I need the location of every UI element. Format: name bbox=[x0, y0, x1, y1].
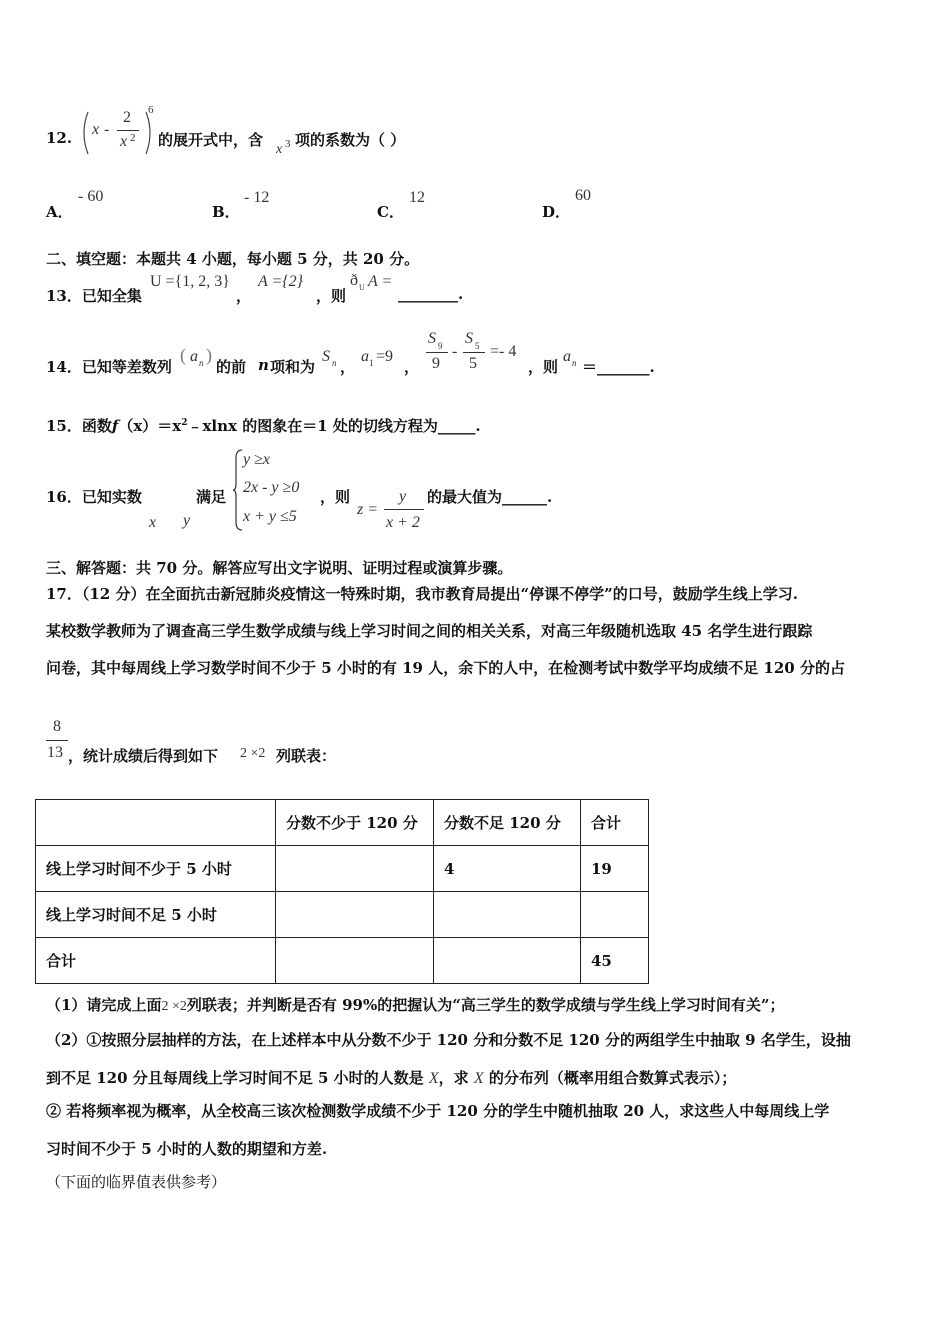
q14-seq: a bbox=[190, 348, 198, 365]
q16-then: ，则 bbox=[320, 488, 351, 506]
table-row bbox=[36, 846, 649, 892]
q15-text: 15．函数$f(x)=x^2﹣xlnx$ 的图象在＝1 处的切线方程为_____. bbox=[46, 417, 481, 435]
q14-minus: - bbox=[452, 343, 458, 360]
q12-option-b-label: B． bbox=[212, 203, 240, 221]
q12-option-d-label: D． bbox=[542, 203, 571, 221]
q14-comma: ， bbox=[340, 358, 356, 376]
q16-satisfy: 满足 bbox=[196, 488, 227, 506]
q13-comma: ， bbox=[236, 287, 252, 305]
q14-f1-num-sub: 9 bbox=[438, 341, 443, 351]
table-cell bbox=[434, 938, 581, 984]
q14-f1-num: S bbox=[428, 330, 436, 347]
q14-comma2: ， bbox=[404, 358, 420, 376]
q14-brace-left: ( bbox=[180, 345, 186, 365]
q14-f1-den: 9 bbox=[432, 355, 440, 372]
q14-text: 14．已知等差数列 bbox=[46, 358, 172, 376]
q17-frac-den: 13 bbox=[47, 744, 63, 761]
q17-part3-line1: ② 若将频率视为概率，从全校高三该次检测数学成绩不少于 120 分的学生中随机抽取 20 人，求这些人中每周线上学 bbox=[46, 1102, 830, 1120]
table-cell bbox=[276, 938, 434, 984]
q12-x: x bbox=[92, 121, 100, 138]
table-header-cell: 分数不足 120 分 bbox=[434, 800, 581, 846]
table-cell bbox=[276, 846, 434, 892]
q14-then: ，则 bbox=[528, 358, 559, 376]
q12-text2: 项的系数为（ ） bbox=[295, 131, 406, 149]
table-cell: 线上学习时间不足 5 小时 bbox=[36, 892, 276, 938]
q13-universal-set: U ={1, 2, 3} bbox=[150, 273, 230, 290]
q13-text: 13．已知全集 bbox=[46, 287, 142, 305]
q13-blank: ________. bbox=[398, 285, 464, 303]
section-2-heading: 二、填空题：本题共 4 小题，每小题 5 分，共 20 分。 bbox=[46, 250, 420, 268]
q14-brace-right: ) bbox=[206, 345, 212, 365]
q17-part1: （1）请完成上面2 ×2列联表；并判断是否有 99%的把握认为“高三学生的数学成绩与学生线上学习时间有关”； bbox=[46, 996, 785, 1014]
table-header-cell bbox=[36, 800, 276, 846]
q12-number: 12. bbox=[46, 129, 73, 147]
q14-an-sub: n bbox=[572, 358, 577, 368]
contingency-table bbox=[35, 799, 649, 984]
q14-text2: 项和为 bbox=[270, 358, 316, 376]
table-cell: 19 bbox=[581, 846, 649, 892]
q17-line-1: 17．（12 分）在全面抗击新冠肺炎疫情这一特殊时期，我市教育局提出“停课不停学”的口号，鼓励学生线上学习. bbox=[46, 585, 798, 603]
q12-term-exp: 3 bbox=[285, 138, 291, 150]
q12-frac-den-exp: 2 bbox=[130, 132, 136, 144]
q14-eq: =- 4 bbox=[490, 343, 517, 360]
q14-f2-den: 5 bbox=[469, 355, 477, 372]
q12-option-a-value: - 60 bbox=[78, 188, 104, 205]
q14-s-sub: n bbox=[332, 358, 337, 368]
table-cell bbox=[276, 892, 434, 938]
q14-blank: ＝_______. bbox=[582, 358, 655, 376]
q17-part2-line1: （2）①按照分层抽样的方法，在上述样本中从分数不少于 120 分和分数不足 120 分的两组学生中抽取 9 名学生，设抽 bbox=[46, 1031, 851, 1049]
q17-part3-line2: 习时间不少于 5 小时的人数的期望和方差. bbox=[46, 1140, 328, 1158]
q17-frac-num: 8 bbox=[53, 718, 61, 735]
q12-minus: - bbox=[104, 121, 110, 138]
table-cell: 合计 bbox=[36, 938, 276, 984]
q14-f2-num: S bbox=[465, 330, 473, 347]
q17-line-4a: ，统计成绩后得到如下 bbox=[68, 747, 219, 765]
q13-complement-icon: ð bbox=[350, 272, 358, 289]
q17-part2-line2: 到不足 120 分且每周线上学习时间不足 5 小时的人数是 X，求 X 的分布列（概率用组合数算式表示）； bbox=[46, 1069, 737, 1087]
q12-frac-den: x bbox=[120, 133, 128, 150]
q14-a1-sub: 1 bbox=[369, 358, 374, 368]
q16-tail: 的最大值为______. bbox=[427, 488, 553, 506]
q16-ineq1: y ≥x bbox=[243, 451, 270, 468]
q17-line-2: 某校数学教师为了调查高三学生数学成绩与线上学习时间之间的相关关系，对高三年级随机选取 45 名学生进行跟踪 bbox=[46, 622, 813, 640]
q12-option-d-value: 60 bbox=[575, 187, 591, 204]
table-header-cell: 分数不少于 120 分 bbox=[276, 800, 434, 846]
table-cell bbox=[434, 892, 581, 938]
table-row bbox=[36, 892, 649, 938]
q12-text: 的展开式中，含 bbox=[158, 131, 264, 149]
q14-f2-num-sub: 5 bbox=[475, 341, 480, 351]
q12-option-c-value: 12 bbox=[409, 189, 425, 206]
q16-ineq2: 2x - y ≥0 bbox=[243, 479, 300, 496]
q17-note: （下面的临界值表供参考） bbox=[46, 1173, 227, 1191]
q12-option-a-label: A． bbox=[46, 203, 73, 221]
q13-then: ，则 bbox=[316, 287, 347, 305]
q16-y: y bbox=[183, 512, 191, 529]
q16-x: x bbox=[149, 514, 157, 531]
q16-ineq3: x + y ≤5 bbox=[243, 508, 297, 525]
q14-seq-sub: n bbox=[199, 358, 204, 368]
q14-a1: a bbox=[361, 348, 369, 365]
table-row bbox=[36, 938, 649, 984]
q12-option-b-value: - 12 bbox=[244, 189, 270, 206]
q14-text1: 的前 bbox=[216, 358, 247, 376]
q12-option-c-label: C． bbox=[377, 203, 404, 221]
q13-a-eq: A = bbox=[368, 273, 393, 290]
q14-a1-val: =9 bbox=[376, 348, 394, 365]
table-cell bbox=[581, 892, 649, 938]
q17-line-3: 问卷，其中每周线上学习数学时间不少于 5 小时的有 19 人，余下的人中，在检测考试中数学平均成绩不足 120 分的占 bbox=[46, 659, 845, 677]
q17-matrix-size: 2 ×2 bbox=[240, 746, 266, 761]
q16-text: 16．已知实数 bbox=[46, 488, 142, 506]
q16-z: z = bbox=[357, 501, 379, 518]
q16-z-num: y bbox=[399, 488, 407, 505]
section-3-heading: 三、解答题：共 70 分。解答应写出文字说明、证明过程或演算步骤。 bbox=[46, 559, 513, 577]
q12-frac-num: 2 bbox=[123, 109, 131, 126]
q16-z-den: x + 2 bbox=[386, 514, 420, 531]
q12-power: 6 bbox=[148, 104, 154, 116]
q14-an: a bbox=[563, 348, 571, 365]
q13-a-set: A ={2} bbox=[258, 273, 304, 290]
table-cell: 线上学习时间不少于 5 小时 bbox=[36, 846, 276, 892]
q13-complement-sub: U bbox=[359, 283, 365, 292]
table-header-row bbox=[36, 800, 649, 846]
q14-n: n bbox=[258, 356, 269, 374]
table-header-cell: 合计 bbox=[581, 800, 649, 846]
table-cell: 4 bbox=[434, 846, 581, 892]
q14-s: S bbox=[322, 348, 330, 365]
q12-term-x: x bbox=[276, 142, 283, 157]
table-cell: 45 bbox=[581, 938, 649, 984]
q17-line-4b: 列联表： bbox=[276, 747, 337, 765]
